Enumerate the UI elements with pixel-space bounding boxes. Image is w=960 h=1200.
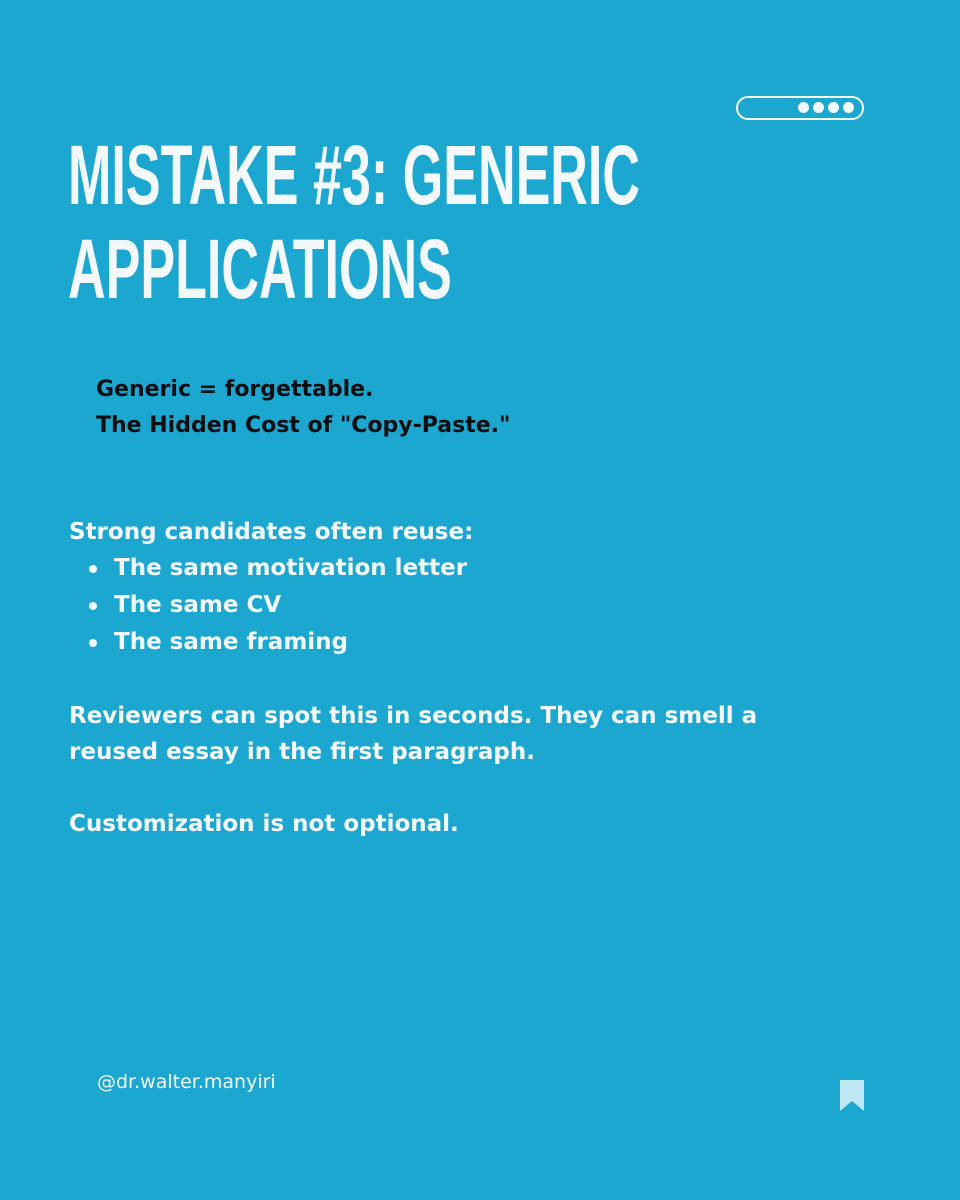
bullet-item: The same framing bbox=[69, 624, 467, 661]
title-line-2: APPLICATIONS bbox=[68, 222, 452, 316]
bullet-list bbox=[69, 550, 467, 661]
subtitle-line-1: Generic = forgettable. bbox=[96, 377, 374, 402]
bookmark-icon[interactable] bbox=[839, 1080, 865, 1112]
page-title bbox=[68, 128, 640, 316]
conclusion-text: Customization is not optional. bbox=[69, 811, 459, 837]
author-handle: @dr.walter.manyiri bbox=[97, 1071, 276, 1093]
title-line-1: MISTAKE #3: GENERIC bbox=[68, 128, 640, 222]
indicator-dot bbox=[828, 102, 839, 113]
slide-indicator bbox=[736, 96, 864, 120]
indicator-dot bbox=[813, 102, 824, 113]
reviewers-paragraph bbox=[69, 698, 757, 770]
indicator-dot bbox=[843, 102, 854, 113]
paragraph-line-2: reused essay in the first paragraph. bbox=[69, 739, 535, 765]
intro-text: Strong candidates often reuse: bbox=[69, 519, 474, 545]
bullet-item: The same motivation letter bbox=[69, 550, 467, 587]
more-dots-icon bbox=[798, 102, 854, 113]
subtitle-line-2: The Hidden Cost of "Copy-Paste." bbox=[96, 413, 511, 438]
bullet-item: The same CV bbox=[69, 587, 467, 624]
indicator-dot bbox=[798, 102, 809, 113]
paragraph-line-1: Reviewers can spot this in seconds. They can smell a bbox=[69, 703, 758, 729]
subtitle bbox=[96, 372, 511, 444]
